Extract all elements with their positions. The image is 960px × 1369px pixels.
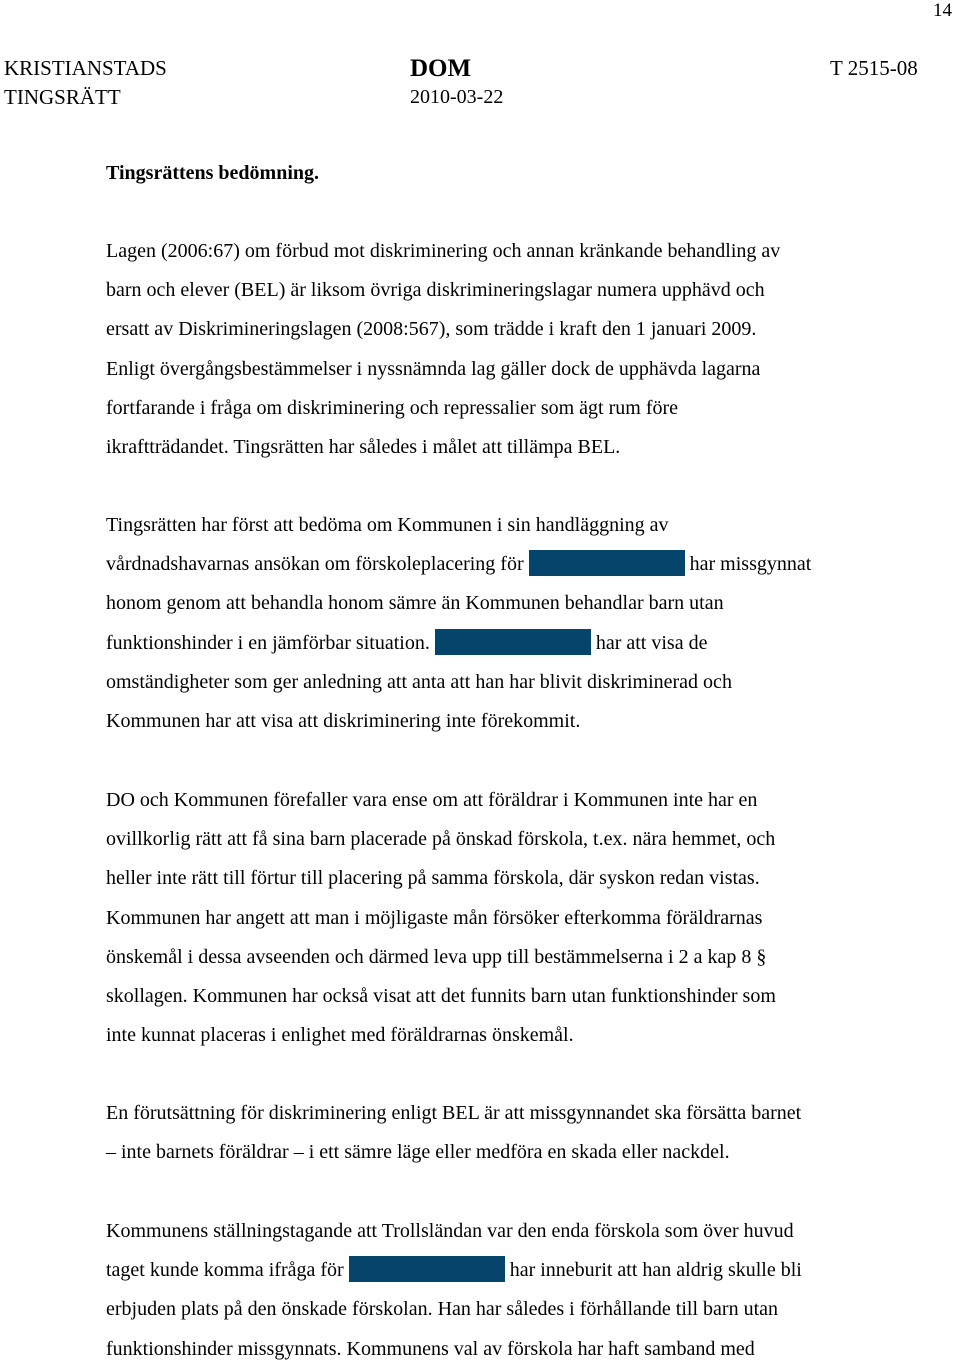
text-fragment: vårdnadshavarnas ansökan om förskoleplacering för: [106, 553, 524, 576]
paragraph-4: [106, 1094, 906, 1172]
case-number: T 2515-08: [830, 56, 918, 80]
text-line: heller inte rätt till förtur till placering på samma förskola, där syskon redan vistas.: [106, 867, 760, 890]
text-fragment: har att visa de: [595, 631, 708, 654]
text-line: ovillkorlig rätt att få sina barn placerade på önskad förskola, t.ex. nära hemmet, och: [106, 828, 776, 851]
text-line: – inte barnets föräldrar – i ett sämre läge eller medföra en skada eller nackdel.: [106, 1141, 730, 1164]
text-line: Lagen (2006:67) om förbud mot diskriminering och annan kränkande behandling av: [106, 240, 781, 262]
redaction-box: [435, 629, 591, 655]
text-line: funktionshinder missgynnats. Kommunens val av förskola har haft samband med: [106, 1337, 755, 1360]
text-fragment: funktionshinder i en jämförbar situation.: [106, 631, 430, 654]
text-line: skollagen. Kommunen har också visat att det funnits barn utan funktionshinder som: [106, 985, 776, 1008]
text-line-with-redaction: [106, 624, 906, 663]
court-name-line1: KRISTIANSTADS: [4, 56, 167, 80]
text-line: ersatt av Diskrimineringslagen (2008:567), som trädde i kraft den 1 januari 2009.: [106, 318, 757, 341]
redaction-box: [529, 550, 685, 576]
text-line: omständigheter som ger anledning att anta att han har blivit diskriminerad och: [106, 670, 732, 693]
paragraph-5: [106, 1212, 906, 1369]
text-line-with-redaction: [106, 1251, 906, 1290]
text-line: honom genom att behandla honom sämre än Kommunen behandlar barn utan: [106, 592, 724, 615]
court-name-line2: TINGSRÄTT: [4, 85, 121, 109]
page-number: 14: [933, 0, 952, 21]
text-fragment: har missgynnat: [689, 553, 812, 576]
document-type-block: [410, 54, 503, 112]
text-line: Kommunen har att visa att diskriminering inte förekommit.: [106, 710, 581, 733]
text-fragment: taget kunde komma ifråga för: [106, 1259, 344, 1282]
text-line: Kommunens ställningstagande att Trollsländan var den enda förskola som över huvud: [106, 1220, 794, 1242]
text-line: önskemål i dessa avseenden och därmed leva upp till bestämmelserna i 2 a kap 8 §: [106, 945, 767, 968]
redaction-box: [349, 1256, 505, 1282]
section-heading: Tingsrättens bedömning.: [106, 162, 320, 184]
court-name: [4, 54, 167, 112]
text-line: inte kunnat placeras i enlighet med föräldrarnas önskemål.: [106, 1024, 574, 1047]
paragraph-3: [106, 781, 906, 1055]
text-line: DO och Kommunen förefaller vara ense om att föräldrar i Kommunen inte har en: [106, 789, 758, 811]
document-date: 2010-03-22: [410, 86, 504, 108]
text-line: Enligt övergångsbestämmelser i nyssnämnda lag gäller dock de upphävda lagarna: [106, 357, 761, 380]
paragraph-2: [106, 506, 906, 741]
text-line: ikraftträdandet. Tingsrätten har således i målet att tillämpa BEL.: [106, 436, 621, 459]
text-line: barn och elever (BEL) är liksom övriga diskrimineringslagar numera upphävd och: [106, 279, 765, 302]
text-line: Tingsrätten har först att bedöma om Kommunen i sin handläggning av: [106, 514, 669, 536]
text-line: fortfarande i fråga om diskriminering och repressalier som ägt rum före: [106, 396, 679, 419]
text-line: Kommunen har angett att man i möjligaste mån försöker efterkomma föräldrarnas: [106, 906, 763, 929]
text-fragment: har inneburit att han aldrig skulle bli: [509, 1259, 802, 1282]
text-line: erbjuden plats på den önskade förskolan. Han har således i förhållande till barn utan: [106, 1298, 779, 1321]
document-type: DOM: [410, 55, 472, 82]
text-line: En förutsättning för diskriminering enligt BEL är att missgynnandet ska försätta barnet: [106, 1102, 802, 1124]
text-line-with-redaction: [106, 545, 906, 584]
paragraph-1: [106, 232, 906, 467]
